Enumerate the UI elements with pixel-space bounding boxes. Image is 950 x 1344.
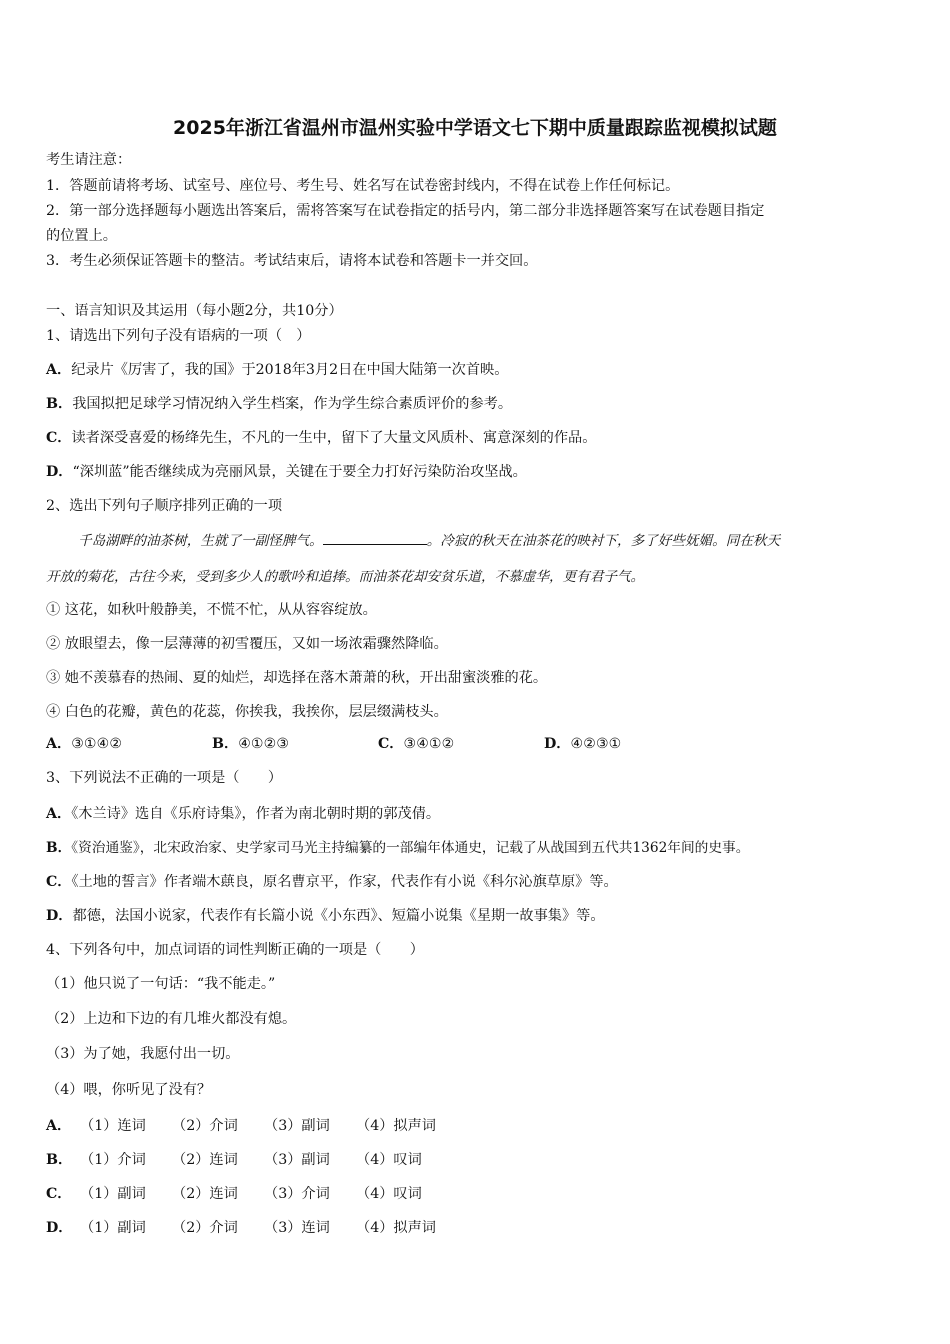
answer-blank[interactable]	[323, 532, 427, 545]
q2-passage-line	[78, 531, 780, 551]
option-text: 读者深受喜爱的杨绛先生，不凡的一生中，留下了大量文风质朴、寓意深刻的作品。	[71, 430, 597, 446]
option-letter: B．	[212, 736, 239, 752]
q3-option-a	[46, 804, 440, 824]
notice-item: 的位置上。	[46, 228, 117, 244]
option-part: （1）副词	[80, 1186, 146, 1202]
q4-option-d	[46, 1218, 436, 1238]
notice-item: 2．第一部分选择题每小题选出答案后，需将答案写在试卷指定的括号内，第二部分非选择题答案写在试卷题目指定	[46, 203, 765, 219]
q2-passage-line: 开放的菊花，古往今来，受到多少人的歌吟和追捧。而油茶花却安贫乐道，不慕虚华，更有君子气。	[46, 569, 645, 585]
option-letter: B．	[46, 396, 73, 412]
option-letter: C．	[46, 1186, 72, 1202]
option-part: （4）叹词	[356, 1152, 422, 1168]
option-letter: C．	[46, 874, 72, 890]
q1-option-d	[46, 462, 527, 482]
q4-stem: 4、下列各句中，加点词语的词性判断正确的一项是（ ）	[46, 942, 424, 958]
question-stem	[46, 326, 310, 346]
q2-stem: 2、选出下列句子顺序排列正确的一项	[46, 498, 283, 514]
q4-option-c	[46, 1184, 422, 1204]
q2-options	[46, 734, 621, 754]
q2-sentence: ① 这花，如秋叶般静美，不慌不忙，从从容容绽放。	[46, 602, 377, 618]
option-part: （1）连词	[80, 1118, 146, 1134]
option-letter: A．	[46, 806, 72, 822]
option-text: 我国拟把足球学习情况纳入学生档案，作为学生综合素质评价的参考。	[72, 396, 513, 412]
q4-option-a	[46, 1116, 436, 1136]
option-letter: D．	[46, 464, 73, 480]
q4-item: （2）上边和下边的有几堆火都没有熄。	[46, 1011, 297, 1027]
notice-item: 3．考生必须保证答题卡的整洁。考试结束后，请将本试卷和答题卡一并交回。	[46, 253, 538, 269]
q4-item: （1）他只说了一句话：“我不能走。”	[46, 976, 276, 992]
option-text: 都德，法国小说家，代表作有长篇小说《小东西》、短篇小说集《星期一故事集》等。	[72, 908, 605, 924]
option-text: ③④①②	[403, 736, 455, 752]
q2-sentence: ② 放眼望去，像一层薄薄的初雪覆压，又如一场浓霜骤然降临。	[46, 636, 448, 652]
passage-after-blank: 。冷寂的秋天在油茶花的映衬下，多了好些妩媚。同在秋天	[426, 533, 781, 549]
option-letter: A．	[46, 1118, 72, 1134]
q3-stem: 3、下列说法不正确的一项是（ ）	[46, 770, 283, 786]
option-text: ④①②③	[238, 736, 290, 752]
option-letter: C．	[378, 736, 404, 752]
q1-option-c	[46, 428, 596, 448]
q3-option-d	[46, 906, 605, 926]
option-letter: D．	[544, 736, 571, 752]
option-text: 纪录片《厉害了，我的国》于2018年3月2日在中国大陆第一次首映。	[71, 362, 509, 378]
notice-heading: 考生请注意：	[46, 152, 132, 168]
q2-option-c	[378, 734, 544, 754]
option-text: ③①④②	[71, 736, 123, 752]
option-part: （2）介词	[172, 1220, 238, 1236]
q4-option-b	[46, 1150, 422, 1170]
q3-option-b	[46, 838, 749, 858]
option-part: （2）连词	[172, 1186, 238, 1202]
page-title: 2025年浙江省温州市温州实验中学语文七下期中质量跟踪监视模拟试题	[173, 117, 777, 139]
option-letter: B．	[46, 840, 72, 856]
q4-item: （4）喂，你听见了没有？	[46, 1082, 212, 1098]
option-part: （4）拟声词	[356, 1118, 436, 1134]
q1-option-a	[46, 360, 508, 380]
option-letter: B．	[46, 1152, 73, 1168]
option-part: （2）连词	[172, 1152, 238, 1168]
option-letter: D．	[46, 908, 73, 924]
q3-option-c	[46, 872, 618, 892]
q2-option-b	[212, 734, 378, 754]
q2-option-d	[544, 734, 621, 754]
q2-sentence: ③ 她不羡慕春的热闹、夏的灿烂，却选择在落木萧萧的秋，开出甜蜜淡雅的花。	[46, 670, 548, 686]
passage-start: 千岛湖畔的油茶树，生就了一副怪脾气。	[78, 533, 323, 549]
option-text: ④②③①	[570, 736, 622, 752]
section-heading: 一、语言知识及其运用（每小题2分，共10分）	[46, 303, 343, 319]
option-part: （1）介词	[80, 1152, 146, 1168]
option-text: 《资治通鉴》，北宋政治家、史学家司马光主持编纂的一部编年体通史，记载了从战国到五代共1362年间的史事。	[71, 840, 750, 856]
notice-item: 1．答题前请将考场、试室号、座位号、考生号、姓名写在试卷密封线内，不得在试卷上作任何标记。	[46, 178, 680, 194]
option-part: （4）拟声词	[356, 1220, 436, 1236]
option-letter: C．	[46, 430, 72, 446]
q1-option-b	[46, 394, 512, 414]
option-part: （2）介词	[172, 1118, 238, 1134]
option-letter: A．	[46, 736, 72, 752]
option-part: （3）连词	[264, 1220, 330, 1236]
option-part: （1）副词	[80, 1220, 146, 1236]
option-letter: A．	[46, 362, 72, 378]
option-text: 《土地的誓言》作者端木蕻良，原名曹京平，作家，代表作有小说《科尔沁旗草原》等。	[71, 874, 618, 890]
option-part: （4）叹词	[356, 1186, 422, 1202]
q4-item: （3）为了她，我愿付出一切。	[46, 1046, 240, 1062]
q1-stem: 1、请选出下列句子没有语病的一项（ ）	[46, 328, 311, 344]
option-part: （3）副词	[264, 1152, 330, 1168]
option-text: “深圳蓝”能否继续成为亮丽风景，关键在于要全力打好污染防治攻坚战。	[72, 464, 527, 480]
option-text: 《木兰诗》选自《乐府诗集》，作者为南北朝时期的郭茂倩。	[71, 806, 441, 822]
q2-sentence: ④ 白色的花瓣，黄色的花蕊，你挨我，我挨你，层层缀满枝头。	[46, 704, 448, 720]
option-letter: D．	[46, 1220, 73, 1236]
option-part: （3）副词	[264, 1118, 330, 1134]
option-part: （3）介词	[264, 1186, 330, 1202]
q2-option-a	[46, 734, 212, 754]
